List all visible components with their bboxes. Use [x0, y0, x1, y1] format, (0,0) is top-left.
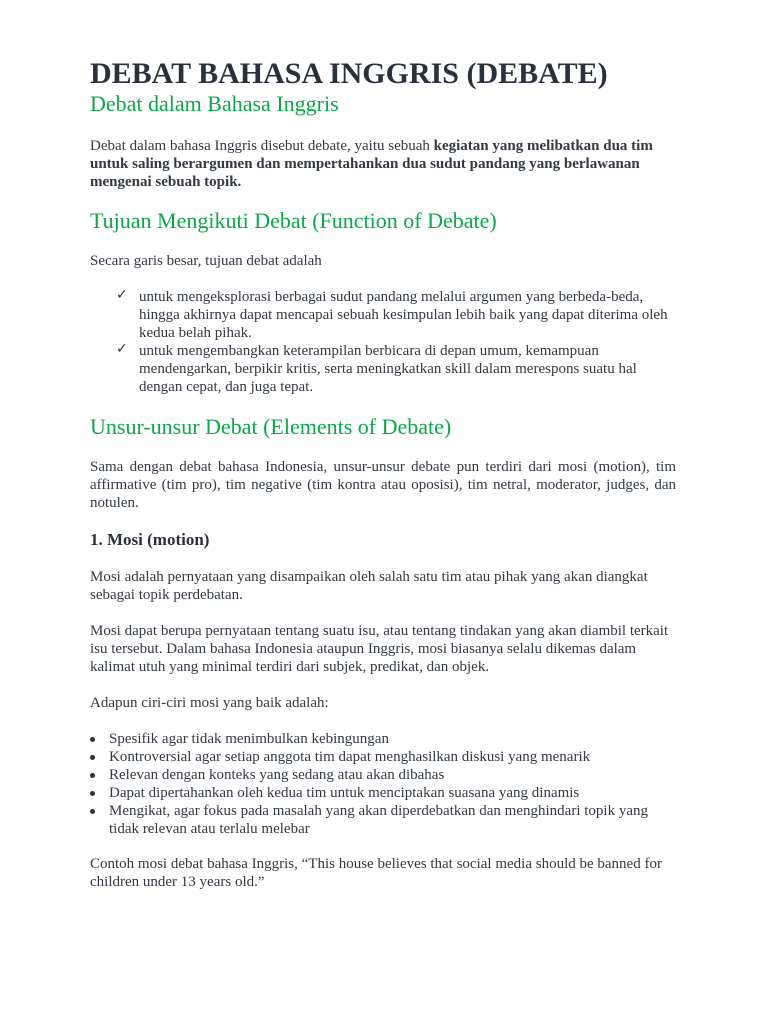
intro-definition: kegiatan yang melibatkan dua tim untuk saling berargumen dan mempertahankan dua sudut pandang yang berlawanan mengenai sebuah topik. [90, 138, 653, 190]
list-item-text: Dapat dipertahankan oleh kedua tim untuk menciptakan suasana yang dinamis [109, 785, 580, 801]
mosi-paragraph-2: Mosi dapat berupa pernyataan tentang suatu isu, atau tentang tindakan yang akan diambil terkait isu tersebut. Dalam bahasa Indonesia ataupun Inggris, mosi biasanya selalu dikemas dalam kalimat utuh yang minimal terdiri dari subjek, predikat, dan objek. [90, 623, 669, 675]
list-item-text: Kontroversial agar setiap anggota tim dapat menghasilkan diskusi yang menarik [109, 749, 591, 765]
list-item [90, 784, 678, 802]
list-item [90, 730, 678, 748]
bullet-icon [90, 773, 95, 778]
list-item [90, 766, 678, 784]
tujuan-lead: Secara garis besar, tujuan debat adalah [90, 253, 322, 269]
intro-paragraph [90, 137, 665, 191]
document-title: DEBAT BAHASA INGGRIS (DEBATE) [90, 57, 608, 90]
checklist-item [116, 342, 676, 396]
mosi-criteria-list [90, 730, 678, 838]
checkmark-icon: ✓ [116, 341, 128, 357]
document-subtitle: Debat dalam Bahasa Inggris [90, 91, 339, 116]
unsur-paragraph: Sama dengan debat bahasa Indonesia, unsur-unsur debate pun terdiri dari mosi (motion), tim affirmative (tim pro), tim negative (tim kontra atau oposisi), tim netral, moderator, judges, dan notulen. [90, 459, 676, 511]
mosi-list-lead: Adapun ciri-ciri mosi yang baik adalah: [90, 695, 329, 711]
tujuan-checklist [116, 288, 676, 396]
mosi-paragraph-1: Mosi adalah pernyataan yang disampaikan oleh salah satu tim atau pihak yang akan diangkat sebagai topik perdebatan. [90, 569, 648, 603]
list-item [90, 802, 678, 838]
checklist-item [116, 288, 676, 342]
mosi-example: Contoh mosi debat bahasa Inggris, “This house believes that social media should be banned for children under 13 years old.” [90, 856, 662, 890]
bullet-icon [90, 809, 95, 814]
bullet-icon [90, 755, 95, 760]
list-item [90, 748, 678, 766]
mosi-heading: 1. Mosi (motion) [90, 530, 210, 549]
checkmark-icon: ✓ [116, 287, 128, 303]
bullet-icon [90, 737, 95, 742]
section-heading-tujuan: Tujuan Mengikuti Debat (Function of Debate) [90, 208, 497, 233]
list-item-text: Spesifik agar tidak menimbulkan kebingungan [109, 731, 389, 747]
bullet-icon [90, 791, 95, 796]
section-heading-unsur: Unsur-unsur Debat (Elements of Debate) [90, 414, 452, 439]
checklist-item-text: untuk mengembangkan keterampilan berbicara di depan umum, kemampuan mendengarkan, berpikir kritis, serta meningkatkan skill dalam merespons suatu hal dengan cepat, dan juga tepat. [139, 343, 637, 395]
list-item-text: Relevan dengan konteks yang sedang atau akan dibahas [109, 767, 445, 783]
list-item-text: Mengikat, agar fokus pada masalah yang akan diperdebatkan dan menghindari topik yang tidak relevan atau terlalu melebar [109, 803, 648, 837]
intro-text: Debat dalam bahasa Inggris disebut debate, yaitu sebuah [90, 138, 434, 154]
checklist-item-text: untuk mengeksplorasi berbagai sudut pandang melalui argumen yang berbeda-beda, hingga akhirnya dapat mencapai sebuah kesimpulan lebih baik yang dapat diterima oleh kedua belah pihak. [139, 289, 668, 341]
